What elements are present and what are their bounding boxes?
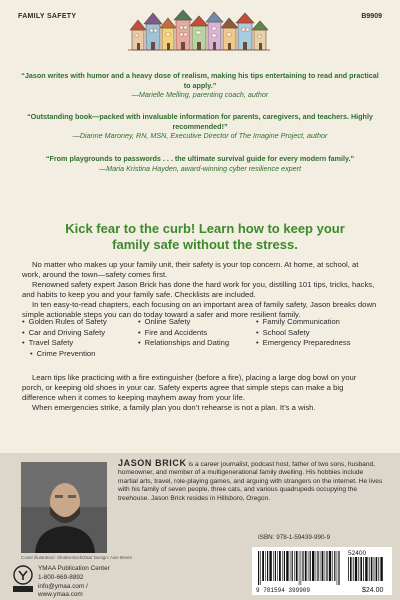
publisher-web: info@ymaa.com / www.ymaa.com [38,583,88,598]
quote-3-text: “From playgrounds to passwords . . . the ultimate survival guide for every modern family.” [45,154,355,163]
barcode-panel [252,547,392,595]
topics-column-1 [22,317,107,359]
product-code: B9909 [361,13,382,20]
list-item: • Emergency Preparedness [256,338,350,349]
houses-illustration [128,8,270,54]
topics-column-3 [256,317,350,349]
isbn-label: ISBN: 978-1-59439-990-9 [258,534,331,541]
intro-text [22,260,378,320]
author-photo [21,462,107,553]
quote-2-text: “Outstanding book—packed with invaluable information for parents, caregivers, and teachers. Highly recommended!” [27,112,373,131]
list-item: • Travel Safety [22,338,107,349]
quote-3 [20,154,380,173]
closing-paragraph-2: When emergencies strike, a family plan you don’t rehearse is not a plan. It’s a wish. [32,403,316,412]
publisher-name: YMAA Publication Center [38,565,110,572]
category-label: FAMILY SAFETY [18,13,77,20]
quote-1-text: “Jason writes with humor and a heavy dose of realism, making his tips entertaining to read and practical to apply.” [21,71,379,90]
cover-credit: Cover illustration: Shutterstock/Zaar Design: Axie Breen [21,555,133,560]
author-bio-text: is a career journalist, podcast host, father of two sons, husband, homeowner, and member of a multigenerational family dwelling. His hobbies include martial arts, travel, role-playing games, and arguing with strangers on the internet. He lives with his family of seven people, three cats, and various quadrupeds occupying the treehouse. Jason Brick resides in Hillsboro, Oregon. [118,461,383,502]
book-price: $24.00 [362,587,384,594]
closing-paragraph-1: Learn tips like practicing with a fire extinguisher (before a fire), placing a large dog bowl on your porch, or keeping old shoes in your car. Safety experts agree that simple steps can make a big difference when it comes to keeping mayhem away from your life. [22,373,357,402]
author-name: JASON BRICK [118,458,187,468]
topics-column-2 [138,317,229,349]
list-item: • Relationships and Dating [138,338,229,349]
intro-paragraph-2: Renowned safety expert Jason Brick has done the hard work for you, distilling 101 tips, tricks, hacks, and habits to keep you and your family safe. Checklists are included. [22,280,375,299]
quote-1-author: —Marielle Melling, parenting coach, author [131,90,269,99]
list-item: • Crime Prevention [30,349,107,360]
quote-1 [20,71,380,100]
barcode-digits: 9 781594 399909 [256,587,311,594]
closing-text [22,373,378,413]
quote-2 [20,112,380,141]
list-item: • Fire and Accidents [138,328,229,339]
list-item: • School Safety [256,328,350,339]
author-portrait-icon [21,462,107,553]
list-item: • Online Safety [138,317,229,328]
intro-paragraph-1: No matter who makes up your family unit, their safety is your top concern. At home, at school, at work, around the town—safety comes first. [22,260,359,279]
intro-paragraph-3: In ten easy-to-read chapters, each focusing on an important area of family safety, Jason breaks down simple actionable steps you can do today toward a safer and more resilient family. [22,300,377,319]
ymaa-logo-icon [12,565,34,593]
headline: Kick fear to the curb! Learn how to keep your family safe without the stress. [65,221,345,252]
barcode-price-code: 52400 [348,550,367,557]
publisher-phone: 1-800-669-8892 [38,574,84,581]
quote-2-author: —Dianne Maroney, RN, MSN, Executive Director of The Imagine Project, author [72,131,328,140]
list-item: • Golden Rules of Safety [22,317,107,328]
list-item: • Car and Driving Safety [22,328,107,339]
barcode-icon [252,547,392,595]
author-bio [118,459,383,503]
quote-3-author: —Maria Kristina Hayden, award-winning cyber resilience expert [98,163,302,173]
list-item: • Family Communication [256,317,350,328]
